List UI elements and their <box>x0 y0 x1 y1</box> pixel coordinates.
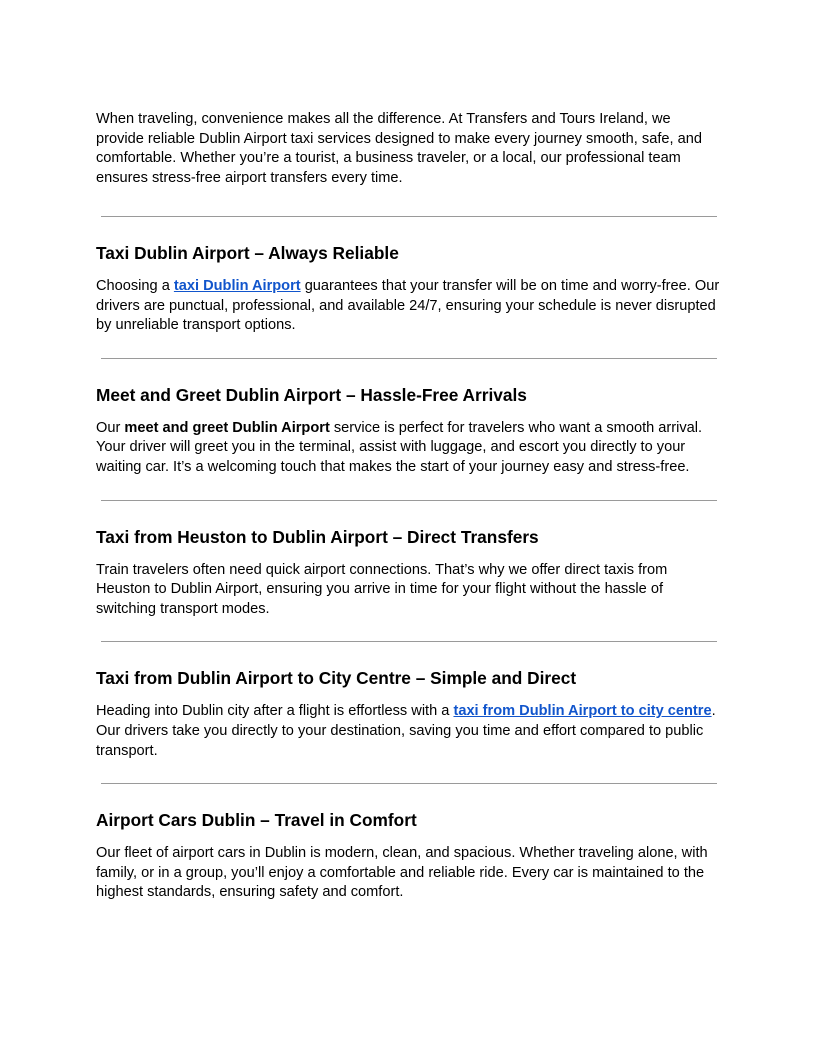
body-text: guarantees that your transfer will be on time and worry-free. Our drivers are punctual, professional, and available 24/7, ensuring your schedule is never disrupted by unreliable transport options. <box>96 278 720 334</box>
body-text: Our <box>96 419 125 436</box>
section-body-taxi-dublin-airport <box>96 277 720 336</box>
section-heading-meet-and-greet: Meet and Greet Dublin Airport – Hassle-Free Arrivals <box>96 384 527 405</box>
section-body-city-centre <box>96 702 720 761</box>
section-body-heuston: Train travelers often need quick airport connections. That’s why we offer direct taxis from Heuston to Dublin Airport, ensuring you arrive in time for your flight without the hassle of switching transport modes. <box>96 561 668 617</box>
body-text: . Our drivers take you directly to your destination, saving you time and effort compared to public transport. <box>96 703 716 759</box>
section-body-airport-cars: Our fleet of airport cars in Dublin is modern, clean, and spacious. Whether traveling alone, with family, or in a group, you’ll enjoy a comfortable and reliable ride. Every car is maintained to the highest standards, ensuring safety and comfort. <box>96 845 708 901</box>
body-text: Choosing a <box>96 278 174 294</box>
taxi-city-centre-link[interactable]: taxi from Dublin Airport to city centre <box>453 703 712 720</box>
bold-text: meet and greet Dublin Airport <box>124 419 330 436</box>
section-heading-heuston: Taxi from Heuston to Dublin Airport – Direct Transfers <box>96 526 539 547</box>
taxi-dublin-airport-link[interactable]: taxi Dublin Airport <box>173 278 301 294</box>
section-heading-city-centre: Taxi from Dublin Airport to City Centre – Simple and Direct <box>96 668 577 689</box>
section-divider <box>101 500 717 501</box>
section-divider <box>101 641 717 642</box>
section-body-meet-and-greet <box>96 419 720 478</box>
section-heading-taxi-dublin-airport: Taxi Dublin Airport – Always Reliable <box>96 243 399 263</box>
section-divider <box>101 216 717 217</box>
section-divider <box>101 358 717 359</box>
body-text: service is perfect for travelers who want a smooth arrival. Your driver will greet you in the terminal, assist with luggage, and escort you directly to your waiting car. It’s a welcoming touch that makes the start of your journey easy and stress-free. <box>96 419 703 475</box>
intro-paragraph: When traveling, convenience makes all the difference. At Transfers and Tours Ireland, we provide reliable Dublin Airport taxi services designed to make every journey smooth, safe, and comfortable. Whether you’re a tourist, a business traveler, or a local, our professional team ensures stress-free airport transfers every time. <box>96 111 702 186</box>
section-divider <box>101 783 717 784</box>
body-text: Heading into Dublin city after a flight is effortless with a <box>96 703 454 720</box>
section-heading-airport-cars: Airport Cars Dublin – Travel in Comfort <box>96 810 417 831</box>
document-page <box>96 110 720 903</box>
